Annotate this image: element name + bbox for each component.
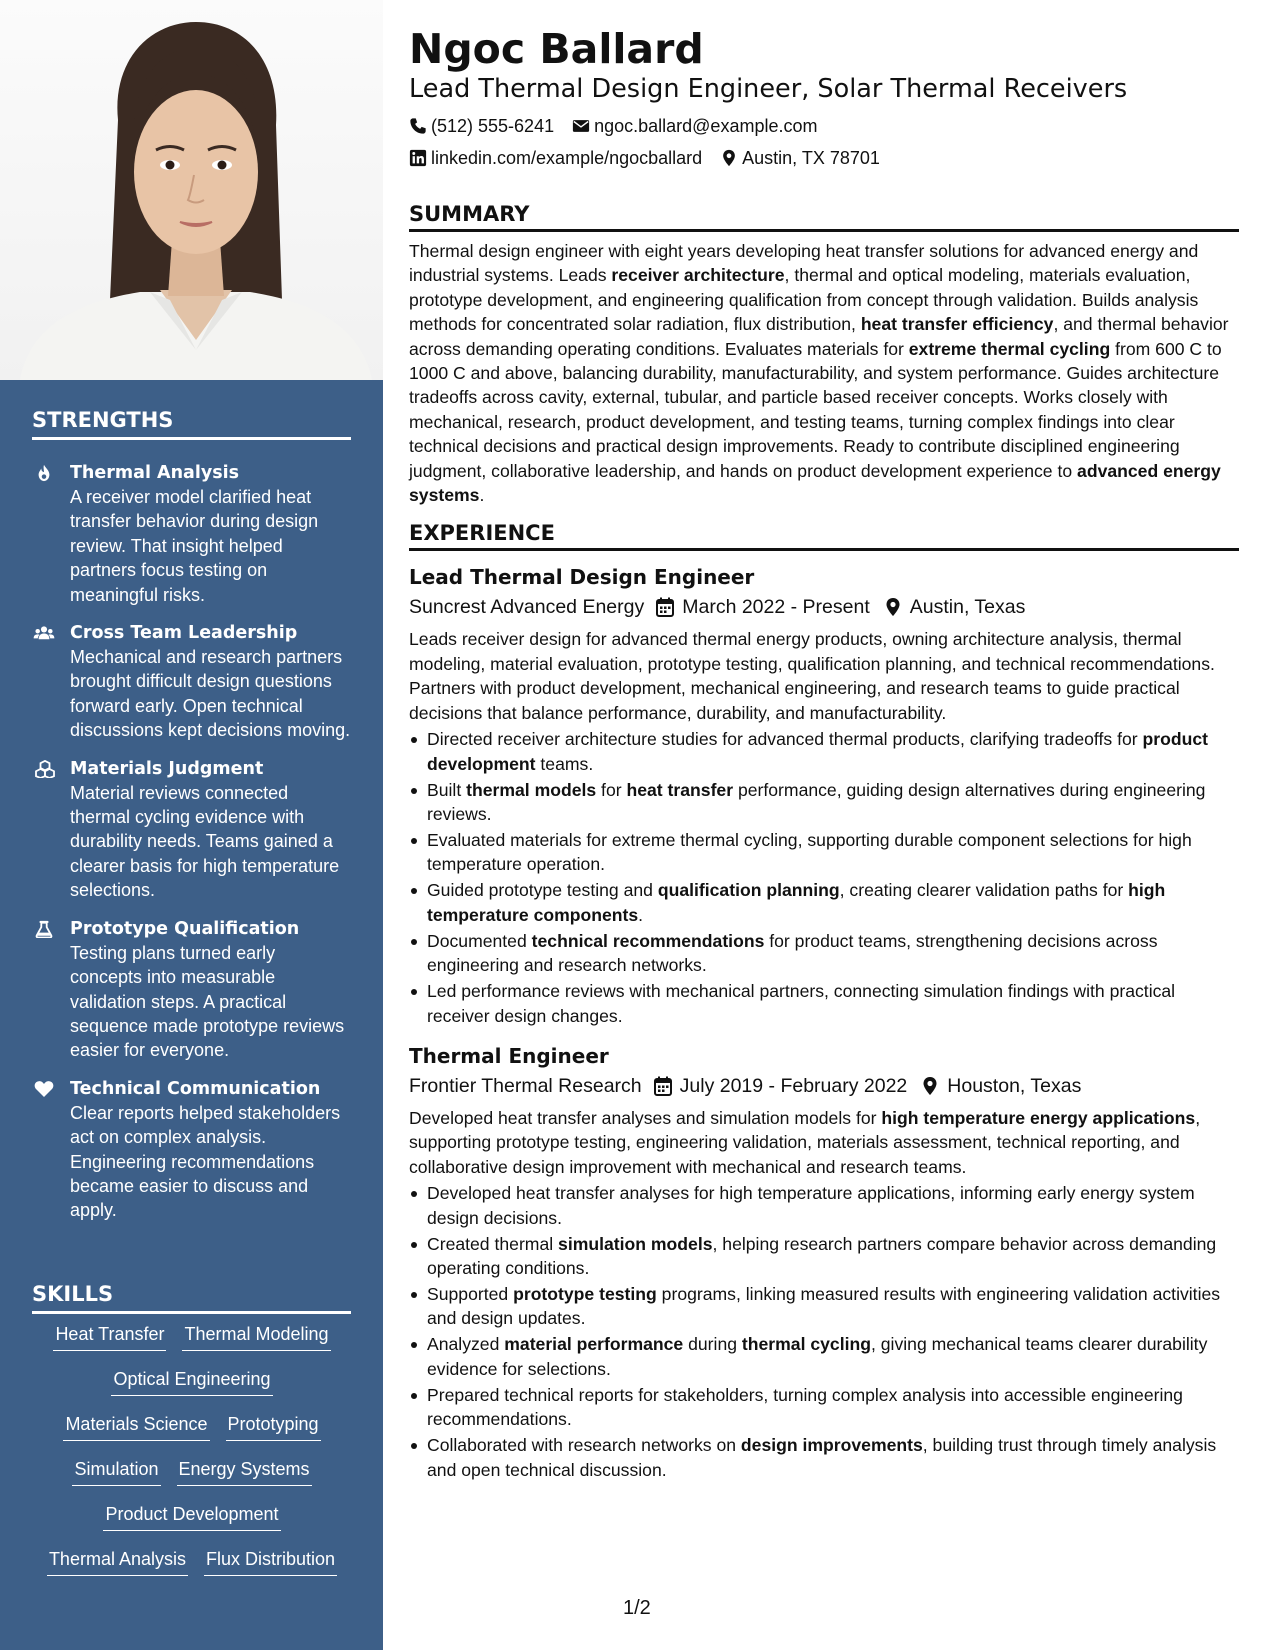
page-number: 1/2 <box>623 1597 651 1619</box>
candidate-headline: Lead Thermal Design Engineer, Solar Thermal Receivers <box>409 74 1128 104</box>
strength-title: Materials Judgment <box>70 758 264 779</box>
skill-tag: Materials Science <box>63 1412 209 1441</box>
skill-tag: Thermal Analysis <box>47 1547 188 1576</box>
envelope-icon <box>572 117 590 135</box>
summary-text <box>409 239 1239 507</box>
text-run: , giving mechanical teams clearer durability evidence for selections. <box>427 1334 1208 1379</box>
bullet-item <box>409 1433 1239 1482</box>
text-run: Guided prototype testing and <box>427 880 658 901</box>
flame-icon <box>34 464 54 482</box>
emphasis-text: thermal models <box>466 779 597 800</box>
text-run: Documented <box>427 930 532 951</box>
bullet-item <box>409 1232 1239 1281</box>
skill-row <box>32 1322 352 1367</box>
cubes-icon <box>34 760 56 778</box>
bullet-item <box>409 778 1239 827</box>
profile-photo <box>0 0 383 380</box>
text-run: performance, guiding design alternatives during engineering reviews. <box>427 779 1206 824</box>
strengths-heading: STRENGTHS <box>32 408 351 440</box>
text-run: Collaborated with research networks on <box>427 1435 741 1456</box>
strength-description: Mechanical and research partners brought difficult design questions forward early. Open technical discussions kept decisions moving. <box>70 647 351 741</box>
contact-location <box>720 142 880 174</box>
skill-tag: Optical Engineering <box>111 1367 272 1396</box>
text-run: Directed receiver architecture studies for advanced thermal products, clarifying tradeoffs for <box>427 729 1143 750</box>
text-run: from 600 C to 1000 C and above, balancing durability, manufacturability, and system performance. Guides architecture tradeoffs across cavity, external, tubular, and particle based receiver concepts. Works closely with mechanical, research, product development, and testing teams, turning complex findings into clear technical decisions and practical design improvements. Ready to contribute disciplined engineering judgment, collaborative leadership, and hands on product development experience to <box>409 338 1222 481</box>
experience-heading: EXPERIENCE <box>409 520 1239 551</box>
text-run: for product teams, strengthening decisions across engineering and research networks. <box>427 930 1158 976</box>
sidebar <box>0 0 383 1650</box>
strength-title: Prototype Qualification <box>70 918 300 939</box>
skill-tag: Heat Transfer <box>53 1322 166 1351</box>
bullet-item <box>409 1282 1239 1331</box>
text-run: , creating clearer validation paths for <box>839 880 1129 901</box>
bullet-item <box>409 929 1239 978</box>
job-title: Thermal Engineer <box>409 1043 609 1068</box>
bullet-item <box>409 979 1239 1028</box>
job-entry <box>409 563 1239 1027</box>
job-location: Austin, Texas <box>909 596 1026 619</box>
bullet-item <box>409 1332 1239 1381</box>
map-pin-icon <box>921 1076 939 1096</box>
text-run: for <box>596 779 627 800</box>
map-pin-icon <box>720 149 738 167</box>
strength-item <box>32 461 352 607</box>
skill-tag: Product Development <box>103 1502 280 1531</box>
location-text: Austin, TX 78701 <box>742 148 880 168</box>
map-pin-icon <box>884 597 902 617</box>
text-run: Led performance reviews with mechanical partners, connecting simulation findings with practical receiver design changes. <box>427 981 1176 1026</box>
calendar-icon <box>656 597 674 617</box>
job-description <box>409 627 1239 725</box>
main-content <box>409 22 1239 1484</box>
contact-linkedin[interactable] <box>409 142 702 174</box>
emphasis-text: material performance <box>504 1334 684 1355</box>
emphasis-text: simulation models <box>558 1233 713 1254</box>
emphasis-text: technical recommendations <box>531 930 765 951</box>
strength-item <box>32 621 352 743</box>
heart-icon <box>34 1080 54 1098</box>
emphasis-text: thermal cycling <box>741 1334 871 1355</box>
text-run: during <box>683 1334 742 1355</box>
skill-tag: Prototyping <box>226 1412 321 1441</box>
emphasis-text: high temperature energy applications <box>881 1107 1196 1128</box>
text-run: . <box>638 904 644 925</box>
skill-row <box>32 1367 352 1412</box>
strength-title: Thermal Analysis <box>70 463 240 483</box>
bullet-item <box>409 1383 1239 1432</box>
text-run: Developed heat transfer analyses for high temperature applications, informing early energy system design decisions. <box>427 1183 1195 1228</box>
calendar-icon <box>654 1076 672 1096</box>
text-run: programs, linking measured results with engineering validation activities and design updates. <box>427 1283 1221 1329</box>
skill-row <box>32 1547 352 1592</box>
candidate-name: Ngoc Ballard <box>409 25 704 73</box>
job-location: Houston, Texas <box>947 1074 1082 1097</box>
emphasis-text: extreme thermal cycling <box>908 338 1111 359</box>
users-icon <box>32 624 56 642</box>
contact-phone[interactable] <box>409 110 554 142</box>
emphasis-text: receiver architecture <box>611 265 785 286</box>
emphasis-text: product development <box>427 729 1208 774</box>
text-run: , helping research partners compare behavior across demanding operating conditions. <box>427 1233 1217 1278</box>
skill-tag: Flux Distribution <box>204 1547 337 1576</box>
linkedin-icon <box>409 149 427 167</box>
strengths-list <box>32 461 352 1237</box>
company-name: Frontier Thermal Research <box>409 1074 642 1097</box>
portrait-illustration <box>0 0 383 380</box>
emphasis-text: design improvements <box>740 1435 923 1456</box>
emphasis-text: advanced energy systems <box>409 460 1221 506</box>
skill-row <box>32 1412 352 1457</box>
text-run: Built <box>427 779 467 800</box>
text-run: Created thermal <box>427 1233 559 1254</box>
job-description <box>409 1106 1239 1179</box>
job-entry <box>409 1042 1239 1482</box>
summary-heading: SUMMARY <box>409 201 1239 232</box>
email-text: ngoc.ballard@example.com <box>594 116 818 136</box>
phone-icon <box>409 117 427 135</box>
text-run: . <box>479 485 485 506</box>
text-run: , and thermal behavior across demanding operating conditions. Evaluates materials for <box>409 314 1229 359</box>
strength-description: A receiver model clarified heat transfer behavior during design review. That insight helped partners focus testing on meaningful risks. <box>70 487 319 605</box>
phone-text: (512) 555-6241 <box>431 116 555 136</box>
job-meta <box>409 1071 1239 1101</box>
skill-tag: Energy Systems <box>177 1457 312 1486</box>
job-bullets <box>409 727 1239 1028</box>
bullet-item <box>409 727 1239 776</box>
emphasis-text: heat transfer efficiency <box>860 314 1054 335</box>
text-run: , building trust through timely analysis and open technical discussion. <box>427 1435 1217 1480</box>
job-dates: July 2019 - February 2022 <box>679 1074 908 1097</box>
strength-title: Cross Team Leadership <box>70 623 298 644</box>
text-run: Analyzed <box>427 1334 505 1355</box>
job-bullets <box>409 1181 1239 1482</box>
strength-description: Testing plans turned early concepts into measurable validation steps. A practical sequence made prototype reviews easier for everyone. <box>70 942 345 1061</box>
text-run: , thermal and optical modeling, materials evaluation, prototype development, and engineering qualification from concept through validation. Builds analysis methods for concentrated solar radiation, flux distribution, <box>409 265 1199 335</box>
strength-title: Technical Communication <box>70 1078 321 1099</box>
flask-icon <box>34 920 54 938</box>
emphasis-text: qualification planning <box>657 880 840 901</box>
strength-description: Material reviews connected thermal cycling evidence with durability needs. Teams gained a clearer basis for high temperature selections. <box>70 782 340 901</box>
text-run: Supported <box>427 1283 514 1304</box>
text-run: Evaluated materials for extreme thermal cycling, supporting durable component selections for high temperature operation. <box>427 829 1192 875</box>
text-run: , supporting prototype testing, engineering validation, materials assessment, technical reporting, and collaborative design improvement with mechanical and research teams. <box>409 1107 1201 1177</box>
contact-info <box>409 110 1239 174</box>
bullet-item <box>409 878 1239 927</box>
text-run: Developed heat transfer analyses and simulation models for <box>409 1107 882 1128</box>
skill-tag: Thermal Modeling <box>182 1322 330 1351</box>
text-run: teams. <box>535 753 594 774</box>
experience-list <box>409 563 1239 1482</box>
contact-email[interactable] <box>572 110 817 142</box>
text-run: Thermal design engineer with eight years developing heat transfer solutions for advanced energy and industrial systems. Leads <box>409 241 1199 286</box>
strength-item <box>32 1077 352 1223</box>
skills-heading: SKILLS <box>32 1282 351 1314</box>
bullet-item <box>409 828 1239 877</box>
skill-row <box>32 1457 352 1502</box>
skills-list <box>32 1322 352 1592</box>
strength-item <box>32 917 352 1063</box>
emphasis-text: prototype testing <box>513 1283 657 1304</box>
text-run: Prepared technical reports for stakeholders, turning complex analysis into accessible engineering recommendations. <box>427 1384 1183 1430</box>
job-dates: March 2022 - Present <box>682 596 870 619</box>
emphasis-text: high temperature components <box>427 880 1166 925</box>
company-name: Suncrest Advanced Energy <box>409 596 645 619</box>
skill-row <box>32 1502 352 1547</box>
emphasis-text: heat transfer <box>626 779 734 800</box>
linkedin-text: linkedin.com/example/ngocballard <box>431 148 703 168</box>
skill-tag: Simulation <box>72 1457 160 1486</box>
strength-description: Clear reports helped stakeholders act on complex analysis. Engineering recommendations became easier to discuss and apply. <box>70 1102 341 1221</box>
bullet-item <box>409 1181 1239 1230</box>
strength-item <box>32 757 352 903</box>
job-title: Lead Thermal Design Engineer <box>409 565 755 590</box>
text-run: Leads receiver design for advanced thermal energy products, owning architecture analysis, thermal modeling, material evaluation, prototype testing, qualification planning, and technical recommendations. Partners with product development, mechanical engineering, and research teams to guide practical decisions that balance performance, durability, and manufacturability. <box>409 629 1215 723</box>
job-meta <box>409 592 1239 622</box>
